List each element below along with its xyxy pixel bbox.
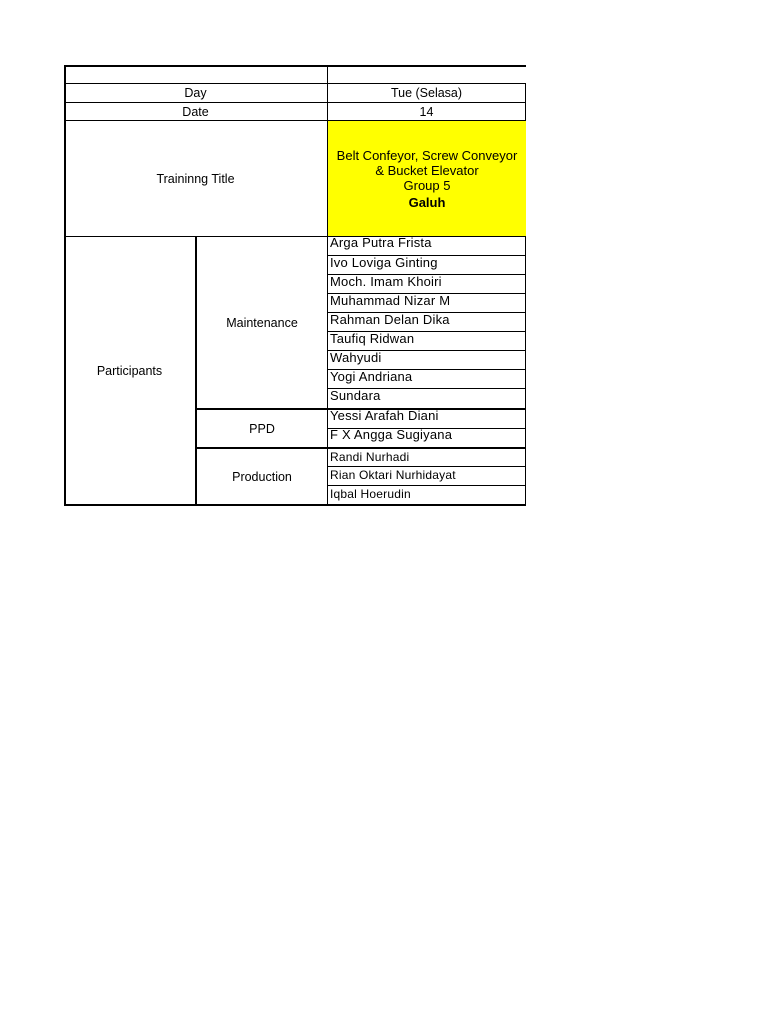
participant-name: Muhammad Nizar M — [330, 293, 451, 308]
training-title-label: Traininng Title — [156, 171, 235, 186]
table-bottom-border — [64, 504, 526, 506]
department-production: Production — [232, 469, 292, 484]
participant-name: Yessi Arafah Diani — [330, 408, 439, 423]
participant-name: Randi Nurhadi — [330, 450, 410, 464]
training-title-line: & Bucket Elevator — [375, 162, 479, 178]
participant-name: Sundara — [330, 388, 381, 403]
trainer-name: Galuh — [408, 194, 446, 210]
participants-label: Participants — [96, 363, 163, 378]
participant-name: Arga Putra Frista — [330, 235, 432, 250]
training-schedule-table — [64, 65, 526, 506]
day-label: Day — [184, 86, 207, 100]
participant-name: Rian Oktari Nurhidayat — [330, 468, 456, 482]
training-group: Group 5 — [403, 177, 451, 193]
day-value: Tue (Selasa) — [390, 86, 463, 100]
participant-name: Ivo Loviga Ginting — [330, 255, 438, 270]
department-maintenance: Maintenance — [226, 315, 298, 330]
participant-name: Wahyudi — [330, 350, 382, 365]
department-ppd: PPD — [249, 421, 275, 436]
date-label: Date — [182, 104, 209, 119]
participant-name: Iqbal Hoerudin — [330, 487, 411, 501]
participant-name: Yogi Andriana — [330, 369, 413, 384]
participant-name: Moch. Imam Khoiri — [330, 274, 442, 289]
participant-name: F X Angga Sugiyana — [330, 427, 453, 442]
training-title-cell — [328, 121, 526, 236]
participant-name: Taufiq Ridwan — [330, 331, 415, 346]
participant-name: Rahman Delan Dika — [330, 312, 450, 327]
date-value: 14 — [419, 104, 434, 119]
training-title-line: Belt Confeyor, Screw Conveyor — [336, 147, 518, 163]
table-top-border — [64, 65, 526, 67]
